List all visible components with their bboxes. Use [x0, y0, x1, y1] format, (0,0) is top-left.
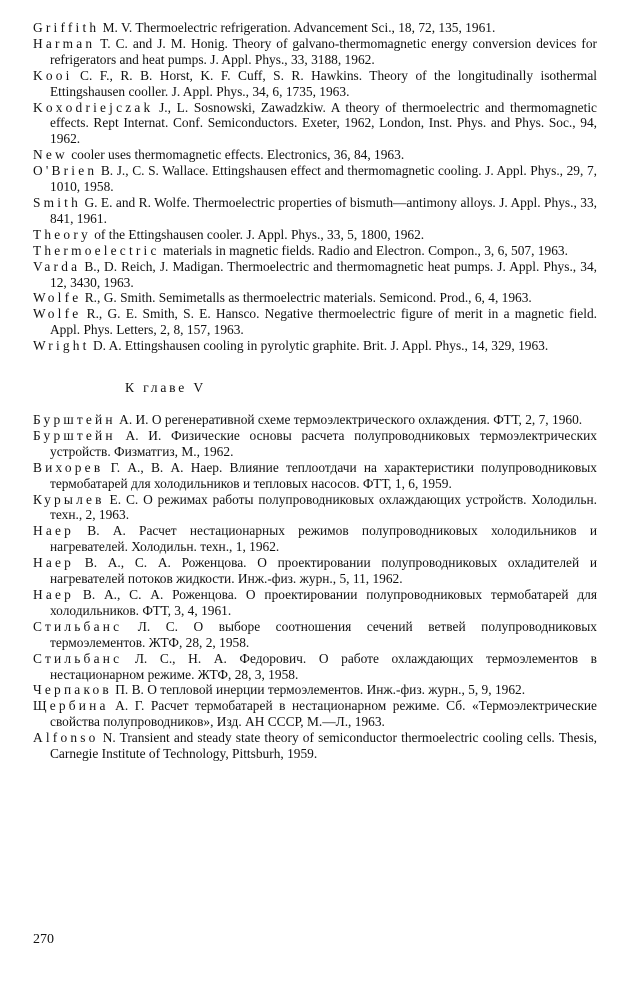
- reference-text: Л. С. О выборе соотношения сечений ветвей полупроводниковых термоэлементов. ЖТФ, 28, 2, 1958.: [50, 618, 597, 650]
- reference-entry: [33, 555, 597, 587]
- reference-entry: [33, 428, 597, 460]
- reference-text: R., G. Smith. Semimetalls as thermoelectric materials. Semicond. Prod., 6, 4, 1963.: [81, 290, 532, 306]
- reference-author: Стильбанс: [33, 650, 123, 666]
- reference-author: Koxodriejczak: [33, 99, 154, 115]
- reference-author: Бурштейн: [33, 427, 116, 443]
- reference-author: Wright: [33, 338, 90, 354]
- reference-author: O'Brien: [33, 163, 98, 179]
- reference-text: В. А., С. А. Роженцова. О проектировании полупроводниковых охладителей и нагревателей потоков жидкости. Инж.-физ. журн., 5, 11, 1962.: [50, 555, 597, 587]
- reference-text: Г. А., В. А. Наер. Влияние теплоотдачи на характеристики полупроводниковых термобатарей для холодильников и тепловых насосов. ФТТ, 1, 6, 1959.: [50, 459, 597, 491]
- reference-author: Alfonso: [33, 730, 99, 746]
- reference-author: Wolfe: [33, 290, 82, 306]
- reference-text: D. A. Ettingshausen cooling in pyrolytic graphite. Brit. J. Appl. Phys., 14, 329, 1963.: [89, 338, 549, 354]
- reference-author: New: [33, 147, 68, 163]
- page-number: 270: [33, 932, 54, 947]
- references-section-chapter-v: [33, 412, 597, 762]
- reference-entry: [33, 651, 597, 683]
- reference-author: Harman: [33, 35, 96, 51]
- reference-author: Thermoelectric: [33, 242, 160, 258]
- reference-author: Курылев: [33, 491, 105, 507]
- reference-entry: [33, 243, 597, 259]
- reference-author: Kooi: [33, 67, 73, 83]
- reference-entry: [33, 412, 597, 428]
- reference-entry: [33, 20, 597, 36]
- reference-entry: [33, 730, 597, 762]
- reference-author: Theory: [33, 226, 91, 242]
- reference-text: В. А. Расчет нестационарных режимов полупроводниковых холодильников и нагревателей. Холодильн. техн., 1, 1962.: [50, 523, 597, 555]
- reference-entry: [33, 523, 597, 555]
- reference-text: B. J., C. S. Wallace. Ettingshausen effect and thermomagnetic cooling. J. Appl. Phys., 29, 7, 1010, 1958.: [50, 163, 597, 195]
- reference-text: R., G. E. Smith, S. E. Hansco. Negative thermoelectric figure of merit in a magnetic field. Appl. Phys. Letters, 2, 8, 157, 1963.: [50, 306, 597, 338]
- reference-entry: [33, 195, 597, 227]
- references-section-english: [33, 20, 597, 354]
- reference-text: А. И. Физические основы расчета полупроводниковых термоэлектрических устройств. Физматгиз, М., 1962.: [50, 427, 597, 459]
- chapter-heading: К главе V: [125, 380, 206, 396]
- reference-entry: [33, 492, 597, 524]
- reference-author: Наер: [33, 523, 75, 539]
- reference-entry: [33, 227, 597, 243]
- reference-text: J., L. Sosnowski, Zawadzkiw. A theory of thermoelectric and thermomagnetic effects. Rept Internat. Conf. Semiconductors. Exeter, 1962, London, Inst. Phys. and Phys. Soc., 94, 1962.: [50, 99, 597, 147]
- reference-entry: [33, 290, 597, 306]
- reference-text: B., D. Reich, J. Madigan. Thermoelectric and thermomagnetic heat pumps. J. Appl. Phys., 34, 12, 3430, 1963.: [50, 258, 597, 290]
- reference-text: T. C. and J. M. Honig. Theory of galvano-thermomagnetic energy conversion devices for refrigerators and heat pumps. J. Appl. Phys., 33, 3188, 1962.: [50, 35, 597, 67]
- reference-text: В. А., С. А. Роженцова. О проектировании полупроводниковых термобатарей для холодильников. ФТТ, 3, 4, 1961.: [50, 587, 597, 618]
- reference-author: Griffith: [33, 20, 100, 35]
- reference-text: G. E. and R. Wolfe. Thermoelectric properties of bismuth—antimony alloys. J. Appl. Phys., 33, 841, 1961.: [50, 194, 597, 226]
- reference-entry: [33, 68, 597, 100]
- reference-author: Черпаков: [33, 682, 112, 698]
- reference-author: Щербина: [33, 698, 109, 714]
- reference-entry: [33, 460, 597, 492]
- reference-text: А. Г. Расчет термобатарей в нестационарном режиме. Сб. «Термоэлектрические свойства полупроводников», Изд. АН СССР, М.—Л., 1963.: [50, 698, 597, 730]
- reference-author: Wolfe: [33, 306, 82, 322]
- reference-text: of the Ettingshausen cooler. J. Appl. Phys., 33, 5, 1800, 1962.: [90, 226, 425, 242]
- reference-author: Varda: [33, 258, 81, 274]
- bibliography-page: [33, 20, 597, 762]
- reference-entry: [33, 259, 597, 291]
- reference-text: N. Transient and steady state theory of semiconductor thermoelectric cooling cells. Thesis, Carnegie Institute of Technology, Pittsburh, 1959.: [50, 730, 597, 762]
- reference-entry: [33, 163, 597, 195]
- reference-entry: [33, 698, 597, 730]
- reference-text: П. В. О тепловой инерции термоэлементов. Инж.-физ. журн., 5, 9, 1962.: [111, 682, 526, 698]
- reference-author: Бурштейн: [33, 412, 116, 428]
- reference-text: cooler uses thermomagnetic effects. Electronics, 36, 84, 1963.: [67, 147, 405, 163]
- reference-entry: [33, 682, 597, 698]
- reference-author: Smith: [33, 194, 81, 210]
- reference-author: Вихорев: [33, 459, 104, 475]
- reference-entry: [33, 100, 597, 148]
- reference-entry: [33, 338, 597, 354]
- reference-entry: [33, 619, 597, 651]
- reference-entry: [33, 36, 597, 68]
- reference-entry: [33, 306, 597, 338]
- reference-author: Наер: [33, 555, 75, 571]
- reference-text: C. F., R. B. Horst, K. F. Cuff, S. R. Hawkins. Theory of the longitudinally isothermal Ettingshausen cooller. J. Appl. Phys., 34, 6, 1735, 1963.: [50, 67, 597, 99]
- reference-entry: [33, 587, 597, 619]
- reference-text: M. V. Thermoelectric refrigeration. Advancement Sci., 18, 72, 135, 1961.: [99, 20, 496, 35]
- reference-text: materials in magnetic fields. Radio and Electron. Compon., 3, 6, 507, 1963.: [159, 242, 568, 258]
- reference-author: Наер: [33, 587, 75, 602]
- reference-text: А. И. О регенеративной схеме термоэлектрического охлаждения. ФТТ, 2, 7, 1960.: [115, 412, 583, 428]
- reference-text: Л. С., Н. А. Федорович. О работе охлаждающих термоэлементов в нестационарном режиме. ЖТФ, 28, 3, 1958.: [50, 650, 597, 682]
- reference-author: Стильбанс: [33, 618, 123, 634]
- reference-entry: [33, 147, 597, 163]
- reference-text: Е. С. О режимах работы полупроводниковых охлаждающих устройств. Холодильн. техн., 2, 1963.: [50, 491, 597, 523]
